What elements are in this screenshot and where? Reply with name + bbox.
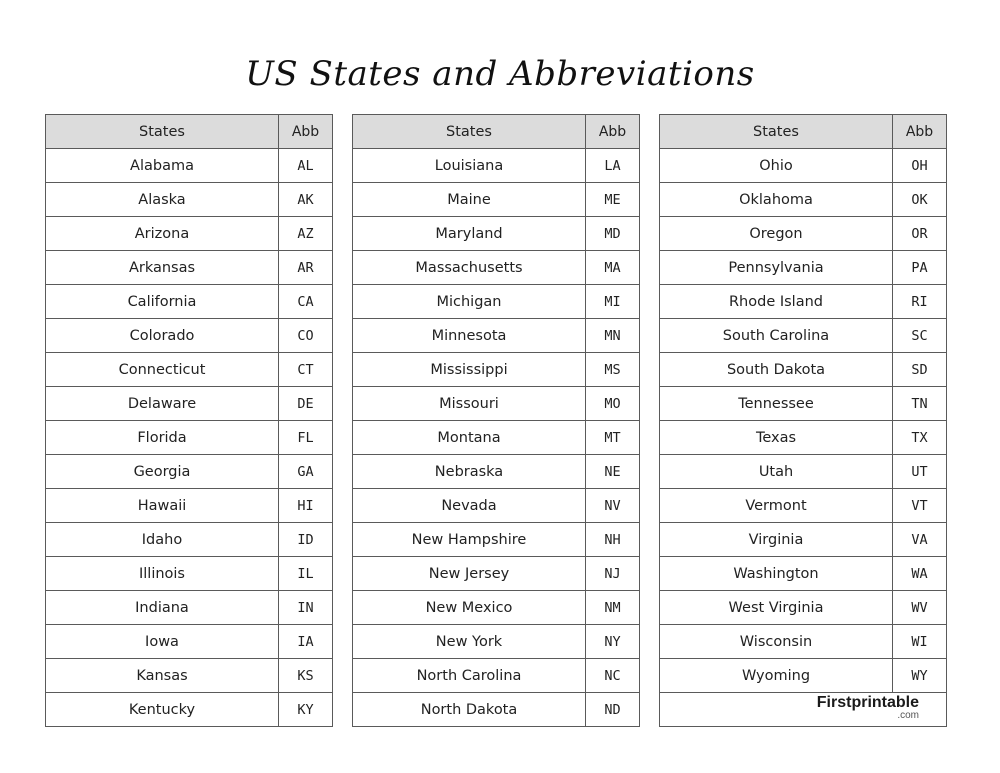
state-name-cell: Georgia xyxy=(46,455,279,489)
state-abbreviation-cell: OH xyxy=(893,149,947,183)
state-name-cell: Arkansas xyxy=(46,251,279,285)
state-name-cell: Texas xyxy=(660,421,893,455)
state-name-cell: Virginia xyxy=(660,523,893,557)
state-name-cell: Minnesota xyxy=(353,319,586,353)
table-row xyxy=(660,149,947,183)
state-name-cell: Florida xyxy=(46,421,279,455)
table-row xyxy=(660,659,947,693)
table-row xyxy=(660,387,947,421)
state-abbreviation-cell: DE xyxy=(279,387,333,421)
state-abbreviation-cell: OK xyxy=(893,183,947,217)
state-abbreviation-cell: WI xyxy=(893,625,947,659)
abb-header: Abb xyxy=(586,115,640,149)
state-abbreviation-cell: MS xyxy=(586,353,640,387)
state-name-cell: Idaho xyxy=(46,523,279,557)
table-row xyxy=(353,625,640,659)
state-name-cell: Kansas xyxy=(46,659,279,693)
state-abbreviation-cell: ME xyxy=(586,183,640,217)
table-row xyxy=(46,591,333,625)
table-row xyxy=(353,353,640,387)
state-name-cell: New York xyxy=(353,625,586,659)
state-name-cell: South Carolina xyxy=(660,319,893,353)
state-name-cell: Illinois xyxy=(46,557,279,591)
table-row xyxy=(660,217,947,251)
table-row xyxy=(353,217,640,251)
state-abbreviation-cell: VT xyxy=(893,489,947,523)
table-row xyxy=(353,251,640,285)
state-abbreviation-cell: AL xyxy=(279,149,333,183)
state-abbreviation-cell: WY xyxy=(893,659,947,693)
table-row xyxy=(353,183,640,217)
table-row xyxy=(46,319,333,353)
state-name-cell: Massachusetts xyxy=(353,251,586,285)
states-table-2 xyxy=(352,114,640,727)
state-abbreviation-cell: AR xyxy=(279,251,333,285)
state-name-cell: New Hampshire xyxy=(353,523,586,557)
table-row xyxy=(660,353,947,387)
state-name-cell: South Dakota xyxy=(660,353,893,387)
state-name-cell: Montana xyxy=(353,421,586,455)
state-abbreviation-cell: MT xyxy=(586,421,640,455)
brand-row xyxy=(660,693,947,727)
table-row xyxy=(46,523,333,557)
state-abbreviation-cell: CA xyxy=(279,285,333,319)
state-name-cell: Utah xyxy=(660,455,893,489)
state-name-cell: Oklahoma xyxy=(660,183,893,217)
table-row xyxy=(660,421,947,455)
states-header: States xyxy=(353,115,586,149)
table-row xyxy=(660,523,947,557)
table-row xyxy=(46,149,333,183)
table-row xyxy=(660,285,947,319)
table-header-row xyxy=(46,115,333,149)
table-row xyxy=(46,455,333,489)
state-name-cell: Alabama xyxy=(46,149,279,183)
state-abbreviation-cell: NE xyxy=(586,455,640,489)
table-row xyxy=(46,285,333,319)
states-header: States xyxy=(660,115,893,149)
table-row xyxy=(353,387,640,421)
states-table-3 xyxy=(659,114,947,727)
table-row xyxy=(660,183,947,217)
state-abbreviation-cell: SC xyxy=(893,319,947,353)
abb-header: Abb xyxy=(279,115,333,149)
table-row xyxy=(660,251,947,285)
state-name-cell: Delaware xyxy=(46,387,279,421)
table-row xyxy=(660,455,947,489)
table-row xyxy=(660,625,947,659)
state-name-cell: Iowa xyxy=(46,625,279,659)
state-abbreviation-cell: WA xyxy=(893,557,947,591)
state-name-cell: North Dakota xyxy=(353,693,586,727)
state-abbreviation-cell: IL xyxy=(279,557,333,591)
state-name-cell: Missouri xyxy=(353,387,586,421)
state-abbreviation-cell: VA xyxy=(893,523,947,557)
state-abbreviation-cell: AZ xyxy=(279,217,333,251)
table-row xyxy=(353,693,640,727)
table-row xyxy=(353,591,640,625)
state-abbreviation-cell: SD xyxy=(893,353,947,387)
state-name-cell: New Jersey xyxy=(353,557,586,591)
state-abbreviation-cell: FL xyxy=(279,421,333,455)
table-row xyxy=(46,217,333,251)
state-abbreviation-cell: MD xyxy=(586,217,640,251)
table-row xyxy=(353,319,640,353)
state-abbreviation-cell: IA xyxy=(279,625,333,659)
state-abbreviation-cell: NC xyxy=(586,659,640,693)
states-header: States xyxy=(46,115,279,149)
state-name-cell: Ohio xyxy=(660,149,893,183)
table-row xyxy=(46,387,333,421)
state-name-cell: California xyxy=(46,285,279,319)
state-name-cell: Hawaii xyxy=(46,489,279,523)
table-row xyxy=(353,523,640,557)
state-name-cell: Wyoming xyxy=(660,659,893,693)
state-abbreviation-cell: KY xyxy=(279,693,333,727)
states-table-1 xyxy=(45,114,333,727)
table-row xyxy=(353,557,640,591)
table-row xyxy=(46,183,333,217)
state-name-cell: Wisconsin xyxy=(660,625,893,659)
state-name-cell: Washington xyxy=(660,557,893,591)
state-name-cell: Alaska xyxy=(46,183,279,217)
state-name-cell: Vermont xyxy=(660,489,893,523)
state-abbreviation-cell: PA xyxy=(893,251,947,285)
table-row xyxy=(660,591,947,625)
table-header-row xyxy=(353,115,640,149)
state-name-cell: West Virginia xyxy=(660,591,893,625)
state-abbreviation-cell: MA xyxy=(586,251,640,285)
table-row xyxy=(353,421,640,455)
table-row xyxy=(353,285,640,319)
state-name-cell: Nebraska xyxy=(353,455,586,489)
state-name-cell: Connecticut xyxy=(46,353,279,387)
state-name-cell: Louisiana xyxy=(353,149,586,183)
table-row xyxy=(46,489,333,523)
brand-name: Firstprintable xyxy=(816,694,919,711)
table-row xyxy=(46,625,333,659)
state-abbreviation-cell: NM xyxy=(586,591,640,625)
brand-logo xyxy=(817,695,946,721)
state-abbreviation-cell: TX xyxy=(893,421,947,455)
state-abbreviation-cell: MI xyxy=(586,285,640,319)
brand-domain: .com xyxy=(897,710,919,721)
state-abbreviation-cell: AK xyxy=(279,183,333,217)
table-row xyxy=(660,557,947,591)
state-abbreviation-cell: WV xyxy=(893,591,947,625)
table-row xyxy=(353,455,640,489)
state-name-cell: Arizona xyxy=(46,217,279,251)
table-row xyxy=(46,693,333,727)
table-row xyxy=(46,353,333,387)
state-name-cell: North Carolina xyxy=(353,659,586,693)
table-row xyxy=(660,489,947,523)
state-name-cell: Tennessee xyxy=(660,387,893,421)
table-header-row xyxy=(660,115,947,149)
table-row xyxy=(46,251,333,285)
state-name-cell: Indiana xyxy=(46,591,279,625)
state-name-cell: Rhode Island xyxy=(660,285,893,319)
state-name-cell: Maine xyxy=(353,183,586,217)
state-abbreviation-cell: MN xyxy=(586,319,640,353)
state-abbreviation-cell: RI xyxy=(893,285,947,319)
state-abbreviation-cell: HI xyxy=(279,489,333,523)
abb-header: Abb xyxy=(893,115,947,149)
brand-logo-cell xyxy=(660,693,947,727)
state-abbreviation-cell: TN xyxy=(893,387,947,421)
state-name-cell: Nevada xyxy=(353,489,586,523)
state-abbreviation-cell: NY xyxy=(586,625,640,659)
state-abbreviation-cell: CO xyxy=(279,319,333,353)
state-abbreviation-cell: IN xyxy=(279,591,333,625)
page-title: US States and Abbreviations xyxy=(245,54,755,94)
state-abbreviation-cell: NH xyxy=(586,523,640,557)
table-row xyxy=(353,489,640,523)
table-row xyxy=(46,557,333,591)
state-name-cell: Maryland xyxy=(353,217,586,251)
state-name-cell: Oregon xyxy=(660,217,893,251)
state-abbreviation-cell: GA xyxy=(279,455,333,489)
table-row xyxy=(353,149,640,183)
table-row xyxy=(46,421,333,455)
state-abbreviation-cell: MO xyxy=(586,387,640,421)
state-abbreviation-cell: NJ xyxy=(586,557,640,591)
state-name-cell: Kentucky xyxy=(46,693,279,727)
state-abbreviation-cell: OR xyxy=(893,217,947,251)
state-name-cell: Mississippi xyxy=(353,353,586,387)
state-name-cell: New Mexico xyxy=(353,591,586,625)
table-row xyxy=(353,659,640,693)
state-abbreviation-cell: LA xyxy=(586,149,640,183)
state-abbreviation-cell: ID xyxy=(279,523,333,557)
state-abbreviation-cell: ND xyxy=(586,693,640,727)
state-abbreviation-cell: CT xyxy=(279,353,333,387)
state-name-cell: Pennsylvania xyxy=(660,251,893,285)
state-abbreviation-cell: UT xyxy=(893,455,947,489)
state-abbreviation-cell: NV xyxy=(586,489,640,523)
table-row xyxy=(660,319,947,353)
state-name-cell: Michigan xyxy=(353,285,586,319)
table-row xyxy=(46,659,333,693)
state-abbreviation-cell: KS xyxy=(279,659,333,693)
state-name-cell: Colorado xyxy=(46,319,279,353)
